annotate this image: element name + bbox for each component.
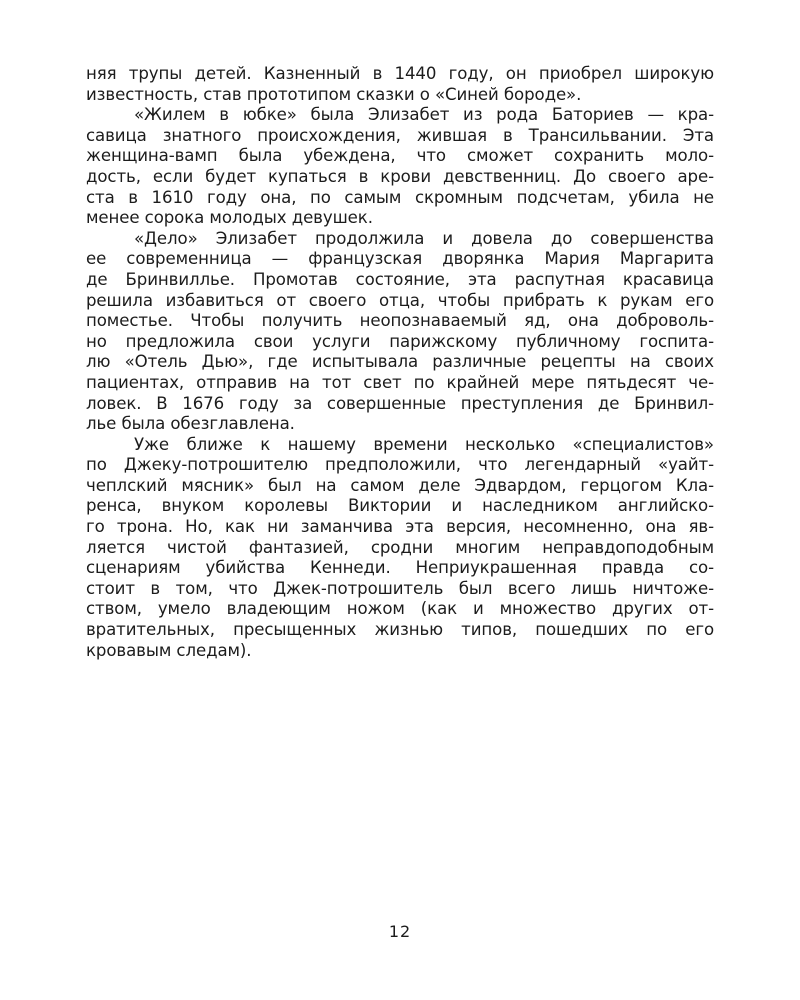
text-line: известность, став прототипом сказки о «Синей бороде». [86,84,582,104]
text-line: женщина-вамп была убеждена, что сможет сохранить моло- [86,146,714,166]
text-line: ляется чистой фантазией, сродни многим неправдоподобным [86,537,714,557]
text-line: лье была обезглавлена. [86,414,295,434]
body-text [86,64,714,661]
text-line: по Джеку-потрошителю предположили, что легендарный «уайт- [86,455,714,475]
text-line: решила избавиться от своего отца, чтобы прибрать к рукам его [86,290,714,310]
text-line: ловек. В 1676 году за совершенные преступления де Бринвил- [86,393,714,413]
text-line: сценариям убийства Кеннеди. Неприукрашенная правда со- [86,558,714,578]
text-line: кровавым следам). [86,640,252,660]
text-line: стоит в том, что Джек-потрошитель был всего лишь ничтоже- [86,578,714,598]
text-line: дость, если будет купаться в крови девственниц. До своего аре- [86,166,714,186]
text-line: менее сорока молодых девушек. [86,208,373,228]
text-line: де Бринвилльe. Промотав состояние, эта распутная красавица [86,269,714,289]
text-line: чеплский мясник» был на самом деле Эдвардом, герцогом Кла- [86,475,714,495]
text-line: но предложила свои услуги парижскому публичному госпита- [86,331,714,351]
text-line: «Дело» Элизабет продолжила и довела до совершенства [134,228,714,248]
text-line: ста в 1610 году она, по самым скромным подсчетам, убила не [86,187,714,207]
text-line: Уже ближе к нашему времени несколько «специалистов» [134,434,714,454]
text-line: «Жилем в юбке» была Элизабет из рода Баториев — кра- [134,105,714,125]
text-line: вратительных, пресыщенных жизнью типов, пошедших по его [86,620,714,640]
text-line: пациентах, отправив на тот свет по крайней мере пятьдесят че- [86,372,714,392]
text-line: го трона. Но, как ни заманчива эта версия, несомненно, она яв- [86,517,714,537]
text-line: лю «Отель Дью», где испытывала различные рецепты на своих [86,352,714,372]
page-number: 12 [388,922,412,941]
text-line: поместье. Чтобы получить неопознаваемый яд, она доброволь- [86,311,714,331]
text-line: ренса, внуком королевы Виктории и наследником английско- [86,496,714,516]
text-line: ством, умело владеющим ножом (как и множество других от- [86,599,714,619]
text-line: савица знатного происхождения, жившая в Трансильвании. Эта [86,125,714,145]
text-line: ее современница — французская дворянка Мария Маргарита [86,249,714,269]
text-line: няя трупы детей. Казненный в 1440 году, он приобрел широкую [86,64,714,83]
